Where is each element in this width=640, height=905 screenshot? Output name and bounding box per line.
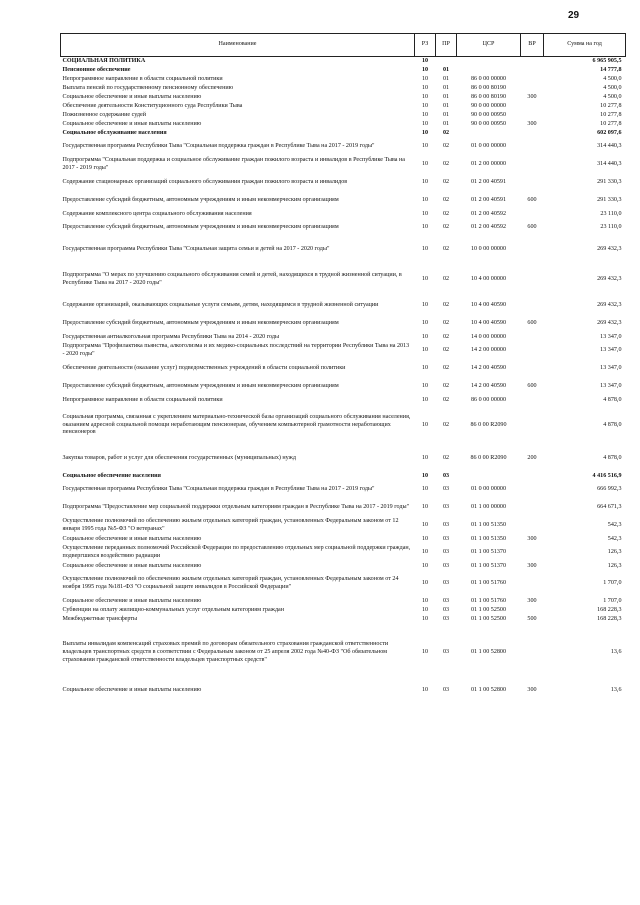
cell-rz: 10 bbox=[421, 504, 429, 511]
table-row bbox=[61, 682, 626, 700]
table-row bbox=[61, 138, 626, 156]
cell-vr bbox=[521, 66, 544, 75]
cell-csr: 90 0 00 00000 bbox=[470, 102, 507, 109]
cell-sum: 664 671,3 bbox=[597, 504, 622, 511]
cell-pr: 02 bbox=[442, 455, 450, 462]
cell-csr bbox=[457, 57, 521, 67]
header-pr: ПР bbox=[436, 34, 457, 57]
cell-name: Подпрограмма "Профилактика пьянства, алкоголизма и их медико-социальных последствий на территории Республики Тыва на 2013 - 2020 годы" bbox=[62, 343, 410, 357]
cell-name: Содержание комплексного центра социального обслуживания населения bbox=[62, 210, 252, 217]
cell-name: Социальное обеспечение населения bbox=[62, 472, 161, 479]
cell-name: Социальная программа, связанная с укреплением материально-технической базы организаций социального обслуживания населения, оказанием адресной социальной помощи неработающим пенсионерам, обучением компьютерной грамотности неработающих пенсионеров bbox=[62, 413, 411, 436]
cell-vr bbox=[521, 481, 544, 499]
cell-sum: 6 965 905,5 bbox=[592, 57, 622, 64]
table-row bbox=[61, 378, 626, 396]
cell-rz: 10 bbox=[421, 535, 429, 542]
cell-csr: 01 0 00 00000 bbox=[470, 486, 507, 493]
cell-sum: 13 347,0 bbox=[600, 383, 622, 390]
cell-rz: 10 bbox=[421, 224, 429, 231]
cell-pr: 02 bbox=[442, 179, 450, 186]
cell-csr: 14 2 00 40590 bbox=[470, 383, 507, 390]
cell-rz: 10 bbox=[421, 111, 429, 118]
cell-pr bbox=[436, 57, 457, 67]
cell-vr bbox=[521, 75, 544, 84]
cell-csr: 10 4 00 00000 bbox=[470, 276, 507, 283]
cell-rz: 10 bbox=[421, 129, 429, 136]
table-row bbox=[61, 571, 626, 597]
cell-pr: 01 bbox=[442, 120, 450, 127]
cell-rz: 10 bbox=[421, 580, 429, 587]
cell-pr: 03 bbox=[442, 472, 450, 479]
cell-pr: 03 bbox=[442, 535, 450, 542]
cell-sum: 1 707,0 bbox=[603, 597, 622, 604]
cell-name: Социальное обеспечение и иные выплаты населению bbox=[62, 562, 202, 569]
cell-sum: 126,3 bbox=[607, 549, 622, 556]
cell-csr: 01 2 00 40591 bbox=[470, 197, 507, 204]
cell-pr: 02 bbox=[442, 383, 450, 390]
cell-pr: 02 bbox=[442, 129, 450, 136]
cell-vr: 200 bbox=[527, 455, 537, 462]
cell-rz: 10 bbox=[421, 421, 429, 428]
cell-csr: 01 2 00 40591 bbox=[470, 179, 507, 186]
cell-csr: 10 0 00 00000 bbox=[470, 246, 507, 253]
cell-csr: 01 2 00 40592 bbox=[470, 210, 507, 217]
cell-pr: 03 bbox=[442, 597, 450, 604]
cell-vr bbox=[521, 333, 544, 342]
cell-vr bbox=[521, 472, 544, 481]
cell-pr: 01 bbox=[442, 102, 450, 109]
cell-vr: 600 bbox=[527, 197, 537, 204]
cell-rz: 10 bbox=[421, 562, 429, 569]
cell-vr: 600 bbox=[527, 383, 537, 390]
cell-sum: 4 416 516,9 bbox=[592, 472, 622, 479]
cell-pr: 02 bbox=[442, 276, 450, 283]
cell-sum: 4 878,0 bbox=[603, 396, 622, 403]
cell-rz: 10 bbox=[421, 455, 429, 462]
cell-name: Осуществление полномочий по обеспечению жильем отдельных категорий граждан, установленных Федеральным законом от 12 января 1995 года №5-ФЗ "О ветеранах" bbox=[62, 518, 399, 532]
cell-pr: 01 bbox=[442, 66, 450, 73]
cell-sum: 10 277,8 bbox=[600, 111, 622, 118]
table-row bbox=[61, 93, 626, 102]
cell-vr: 500 bbox=[527, 615, 537, 622]
cell-name: Субвенции на оплату жилищно-коммунальных услуг отдельным категориям граждан bbox=[62, 606, 285, 613]
cell-rz: 10 bbox=[421, 120, 429, 127]
cell-pr: 03 bbox=[442, 606, 450, 613]
cell-pr: 02 bbox=[442, 421, 450, 428]
cell-vr bbox=[521, 156, 544, 174]
cell-sum: 4 500,0 bbox=[603, 84, 622, 91]
cell-vr bbox=[521, 405, 544, 446]
cell-csr: 01 1 00 52500 bbox=[470, 606, 507, 613]
cell-csr: 01 1 00 52500 bbox=[470, 615, 507, 622]
cell-csr: 14 2 00 40590 bbox=[470, 365, 507, 372]
cell-pr: 01 bbox=[442, 111, 450, 118]
cell-csr bbox=[457, 66, 521, 75]
cell-pr: 02 bbox=[442, 396, 450, 403]
table-row bbox=[61, 210, 626, 219]
cell-sum: 10 277,8 bbox=[600, 102, 622, 109]
table-body bbox=[61, 57, 626, 701]
cell-sum: 314 440,3 bbox=[597, 161, 622, 168]
cell-name: Непрограммное направление в области социальной политики bbox=[62, 396, 223, 403]
cell-csr: 86 0 00 R2090 bbox=[470, 455, 507, 462]
table-row bbox=[61, 57, 626, 67]
cell-rz: 10 bbox=[421, 597, 429, 604]
header-vr: ВР bbox=[521, 34, 544, 57]
cell-vr bbox=[521, 102, 544, 111]
table-row bbox=[61, 156, 626, 174]
table-row bbox=[61, 237, 626, 263]
cell-vr bbox=[521, 360, 544, 378]
cell-sum: 13 347,0 bbox=[600, 365, 622, 372]
cell-vr bbox=[521, 84, 544, 93]
cell-sum: 4 878,0 bbox=[603, 455, 622, 462]
cell-sum: 602 097,6 bbox=[597, 129, 622, 136]
cell-pr: 03 bbox=[442, 649, 450, 656]
table-row bbox=[61, 472, 626, 481]
cell-sum: 314 440,3 bbox=[597, 143, 622, 150]
cell-name: Пенсионное обеспечение bbox=[62, 66, 131, 73]
cell-name: Предоставление субсидий бюджетным, автономным учреждениям и иным некоммерческим организациям bbox=[62, 320, 339, 327]
cell-sum: 269 432,3 bbox=[597, 320, 622, 327]
cell-sum: 269 432,3 bbox=[597, 276, 622, 283]
cell-rz: 10 bbox=[421, 143, 429, 150]
cell-pr: 02 bbox=[442, 320, 450, 327]
cell-csr: 01 1 00 51370 bbox=[470, 562, 507, 569]
cell-csr: 01 1 00 52800 bbox=[470, 687, 507, 694]
table-row bbox=[61, 129, 626, 138]
cell-rz: 10 bbox=[421, 472, 429, 479]
cell-csr bbox=[457, 472, 521, 481]
cell-rz: 10 bbox=[421, 246, 429, 253]
cell-name: Содержание стационарных организаций социального обслуживания граждан пожилого возраста и инвалидов bbox=[62, 179, 348, 186]
cell-csr: 01 1 00 51350 bbox=[470, 522, 507, 529]
cell-sum: 4 500,0 bbox=[603, 75, 622, 82]
cell-rz: 10 bbox=[421, 687, 429, 694]
table-row bbox=[61, 102, 626, 111]
cell-csr: 90 0 00 00950 bbox=[470, 120, 507, 127]
table-row bbox=[61, 333, 626, 342]
cell-rz: 10 bbox=[421, 320, 429, 327]
cell-csr: 01 1 00 51370 bbox=[470, 549, 507, 556]
cell-pr: 03 bbox=[442, 486, 450, 493]
cell-sum: 269 432,3 bbox=[597, 302, 622, 309]
table-row bbox=[61, 297, 626, 315]
cell-pr: 03 bbox=[442, 504, 450, 511]
cell-name: Обеспечение деятельности (оказание услуг) подведомственных учреждений в области социальной политики bbox=[62, 365, 346, 372]
cell-rz: 10 bbox=[421, 66, 429, 73]
cell-vr bbox=[521, 237, 544, 263]
cell-name: Предоставление субсидий бюджетным, автономным учреждениям и иным некоммерческим организациям bbox=[62, 224, 339, 231]
cell-pr: 03 bbox=[442, 522, 450, 529]
cell-sum: 13,6 bbox=[610, 649, 622, 656]
cell-vr bbox=[521, 544, 544, 562]
table-row bbox=[61, 66, 626, 75]
cell-sum: 13,6 bbox=[610, 687, 622, 694]
cell-vr: 300 bbox=[527, 93, 537, 100]
cell-csr: 01 1 00 52800 bbox=[470, 649, 507, 656]
cell-vr bbox=[521, 263, 544, 297]
table-row bbox=[61, 597, 626, 606]
cell-name: Предоставление субсидий бюджетным, автономным учреждениям и иным некоммерческим организациям bbox=[62, 383, 339, 390]
cell-name: Государственная программа Республики Тыва "Социальная поддержка граждан в Республике Тыва на 2017 - 2019 годы" bbox=[62, 486, 375, 493]
table-row bbox=[61, 396, 626, 405]
cell-pr: 01 bbox=[442, 75, 450, 82]
cell-name: Подпрограмма "Социальная поддержка и социальное обслуживание граждан пожилого возраста и инвалидов в Республике Тыва на 2017 - 2019 годы" bbox=[62, 157, 405, 171]
table-row bbox=[61, 499, 626, 517]
cell-rz: 10 bbox=[421, 302, 429, 309]
cell-csr: 01 2 00 40592 bbox=[470, 224, 507, 231]
cell-name: Социальное обеспечение и иные выплаты населению bbox=[62, 597, 202, 604]
cell-sum: 10 277,8 bbox=[600, 120, 622, 127]
cell-sum: 23 110,0 bbox=[600, 224, 622, 231]
cell-vr: 300 bbox=[527, 120, 537, 127]
cell-name: Социальное обеспечение и иные выплаты населению bbox=[62, 687, 202, 694]
cell-rz: 10 bbox=[421, 649, 429, 656]
cell-pr: 02 bbox=[442, 365, 450, 372]
cell-vr bbox=[521, 396, 544, 405]
cell-rz: 10 bbox=[421, 93, 429, 100]
table-row bbox=[61, 562, 626, 571]
table-row bbox=[61, 342, 626, 360]
cell-rz: 10 bbox=[421, 102, 429, 109]
cell-pr: 02 bbox=[442, 197, 450, 204]
header-csr: ЦСР bbox=[457, 34, 521, 57]
cell-sum: 269 432,3 bbox=[597, 246, 622, 253]
cell-rz: 10 bbox=[421, 396, 429, 403]
cell-sum: 168 228,3 bbox=[597, 615, 622, 622]
cell-name: Осуществление полномочий по обеспечению жильем отдельных категорий граждан, установленных Федеральным законом от 24 ноября 1995 года №181-ФЗ "О социальной защите инвалидов в Российской Федерации" bbox=[62, 576, 399, 590]
cell-vr bbox=[521, 297, 544, 315]
cell-name: Подпрограмма "О мерах по улучшению социального обслуживания семей и детей, находящихся в трудной жизненной ситуации, в Республике Тыва на 2017 - 2020 годы" bbox=[62, 272, 402, 286]
cell-rz: 10 bbox=[421, 57, 429, 64]
table-row bbox=[61, 84, 626, 93]
cell-name: Выплаты инвалидам компенсаций страховых премий по договорам обязательного страхования гражданской ответственности владельцев транспортных средств в соответствии с Федеральным законом от 25 апреля 2002 года №40-ФЗ "Об обязательном страховании гражданской ответственности владельцев транспортных средств" bbox=[62, 641, 389, 663]
cell-csr: 14 0 00 00000 bbox=[470, 333, 507, 340]
cell-pr: 03 bbox=[442, 687, 450, 694]
table-row bbox=[61, 615, 626, 624]
table-row bbox=[61, 360, 626, 378]
table-row bbox=[61, 263, 626, 297]
table-row bbox=[61, 481, 626, 499]
cell-vr: 300 bbox=[527, 562, 537, 569]
cell-pr: 02 bbox=[442, 302, 450, 309]
header-rz: РЗ bbox=[415, 34, 436, 57]
cell-pr: 01 bbox=[442, 84, 450, 91]
cell-name: Обеспечение деятельности Конституционного суда Республики Тыва bbox=[62, 102, 243, 109]
page-number: 29 bbox=[568, 10, 580, 21]
cell-name: Государственная программа Республики Тыва "Социальная защита семьи и детей на 2017 - 2020 годы" bbox=[62, 246, 330, 253]
cell-name: Осуществление переданных полномочий Российской Федерации по предоставлению отдельных мер социальной поддержки граждан, подвергшихся воздействию радиации bbox=[62, 545, 411, 559]
cell-name: Предоставление субсидий бюджетным, автономным учреждениям и иным некоммерческим организациям bbox=[62, 197, 339, 204]
cell-sum: 168 228,3 bbox=[597, 606, 622, 613]
cell-csr: 01 1 00 51760 bbox=[470, 597, 507, 604]
cell-vr bbox=[521, 138, 544, 156]
cell-name: Выплата пенсий по государственному пенсионному обеспечению bbox=[62, 84, 234, 91]
cell-csr: 10 4 00 40590 bbox=[470, 320, 507, 327]
cell-vr bbox=[521, 571, 544, 597]
cell-name: Государственная программа Республики Тыва "Социальная поддержка граждан в Республике Тыва на 2017 - 2019 годы" bbox=[62, 143, 375, 150]
cell-name: Подпрограмма "Предоставление мер социальной поддержки отдельным категориям граждан в Республике Тыва на 2017 - 2019 годы" bbox=[62, 504, 410, 511]
cell-csr bbox=[457, 129, 521, 138]
table-row bbox=[61, 75, 626, 84]
table-row bbox=[61, 606, 626, 615]
cell-rz: 10 bbox=[421, 347, 429, 354]
cell-pr: 03 bbox=[442, 580, 450, 587]
cell-csr: 86 0 00 80190 bbox=[470, 84, 507, 91]
cell-pr: 03 bbox=[442, 615, 450, 622]
table-row bbox=[61, 174, 626, 192]
table-row bbox=[61, 219, 626, 237]
cell-csr: 90 0 00 00950 bbox=[470, 111, 507, 118]
cell-rz: 10 bbox=[421, 161, 429, 168]
cell-vr bbox=[521, 499, 544, 517]
table-row bbox=[61, 405, 626, 446]
table-row bbox=[61, 315, 626, 333]
cell-rz: 10 bbox=[421, 486, 429, 493]
cell-vr: 600 bbox=[527, 224, 537, 231]
cell-vr bbox=[521, 174, 544, 192]
cell-vr bbox=[521, 57, 544, 67]
cell-rz: 10 bbox=[421, 365, 429, 372]
cell-csr: 86 0 00 00000 bbox=[470, 75, 507, 82]
cell-vr: 300 bbox=[527, 597, 537, 604]
cell-name: Государственная антиалкогольная программа Республики Тыва на 2014 - 2020 годы bbox=[62, 333, 280, 340]
table-row bbox=[61, 544, 626, 562]
cell-rz: 10 bbox=[421, 75, 429, 82]
cell-name: Социальное обеспечение и иные выплаты населению bbox=[62, 93, 202, 100]
cell-name: СОЦИАЛЬНАЯ ПОЛИТИКА bbox=[62, 57, 146, 64]
cell-vr bbox=[521, 342, 544, 360]
cell-sum: 291 330,3 bbox=[597, 179, 622, 186]
cell-sum: 13 347,0 bbox=[600, 347, 622, 354]
cell-sum: 126,3 bbox=[607, 562, 622, 569]
cell-sum: 1 707,0 bbox=[603, 580, 622, 587]
cell-pr: 02 bbox=[442, 246, 450, 253]
cell-rz: 10 bbox=[421, 606, 429, 613]
cell-csr: 01 2 00 00000 bbox=[470, 161, 507, 168]
cell-csr: 10 4 00 40590 bbox=[470, 302, 507, 309]
cell-pr: 03 bbox=[442, 549, 450, 556]
cell-vr: 300 bbox=[527, 535, 537, 542]
cell-pr: 02 bbox=[442, 143, 450, 150]
cell-vr: 300 bbox=[527, 687, 537, 694]
cell-pr: 02 bbox=[442, 333, 450, 340]
table-row bbox=[61, 111, 626, 120]
cell-name: Социальное обеспечение и иные выплаты населению bbox=[62, 535, 202, 542]
cell-csr: 01 1 00 00000 bbox=[470, 504, 507, 511]
cell-sum: 666 992,3 bbox=[597, 486, 622, 493]
budget-table bbox=[60, 33, 626, 700]
cell-pr: 02 bbox=[442, 224, 450, 231]
cell-name: Содержание организаций, оказывающих социальные услуги семьям, детям, находящимся в трудной жизненной ситуации bbox=[62, 302, 379, 309]
cell-name: Пожизненное содержание судей bbox=[62, 111, 146, 118]
cell-rz: 10 bbox=[421, 276, 429, 283]
cell-vr bbox=[521, 111, 544, 120]
cell-csr: 86 0 00 80190 bbox=[470, 93, 507, 100]
cell-pr: 02 bbox=[442, 210, 450, 217]
table-header-row bbox=[61, 34, 626, 57]
cell-rz: 10 bbox=[421, 383, 429, 390]
cell-rz: 10 bbox=[421, 179, 429, 186]
cell-name: Социальное обслуживание населения bbox=[62, 129, 167, 136]
table-row bbox=[61, 192, 626, 210]
cell-vr bbox=[521, 129, 544, 138]
table-row bbox=[61, 446, 626, 472]
cell-sum: 13 347,0 bbox=[600, 333, 622, 340]
cell-rz: 10 bbox=[421, 333, 429, 340]
cell-csr: 86 0 00 00000 bbox=[470, 396, 507, 403]
cell-vr: 600 bbox=[527, 320, 537, 327]
header-sum: Сумма на год bbox=[544, 34, 626, 57]
cell-csr: 01 1 00 51760 bbox=[470, 580, 507, 587]
table-row bbox=[61, 517, 626, 535]
cell-sum: 23 110,0 bbox=[600, 210, 622, 217]
table-row bbox=[61, 120, 626, 129]
cell-sum: 14 777,8 bbox=[600, 66, 622, 73]
cell-rz: 10 bbox=[421, 210, 429, 217]
cell-sum: 4 878,0 bbox=[603, 421, 622, 428]
cell-csr: 01 0 00 00000 bbox=[470, 143, 507, 150]
cell-csr: 86 0 00 R2090 bbox=[470, 421, 507, 428]
cell-sum: 542,3 bbox=[607, 522, 622, 529]
cell-rz: 10 bbox=[421, 615, 429, 622]
cell-sum: 4 500,0 bbox=[603, 93, 622, 100]
cell-name: Непрограммное направление в области социальной политики bbox=[62, 75, 223, 82]
cell-vr bbox=[521, 606, 544, 615]
cell-name: Межбюджетные трансферты bbox=[62, 615, 138, 622]
cell-sum: 542,3 bbox=[607, 535, 622, 542]
cell-vr bbox=[521, 210, 544, 219]
cell-csr: 01 1 00 51350 bbox=[470, 535, 507, 542]
cell-vr bbox=[521, 624, 544, 682]
cell-pr: 03 bbox=[442, 562, 450, 569]
cell-name: Социальное обеспечение и иные выплаты населению bbox=[62, 120, 202, 127]
table-row bbox=[61, 624, 626, 682]
cell-name: Закупка товаров, работ и услуг для обеспечения государственных (муниципальных) нужд bbox=[62, 455, 296, 462]
cell-vr bbox=[521, 517, 544, 535]
cell-rz: 10 bbox=[421, 522, 429, 529]
cell-csr: 14 2 00 00000 bbox=[470, 347, 507, 354]
cell-sum: 291 330,3 bbox=[597, 197, 622, 204]
table-row bbox=[61, 535, 626, 544]
cell-rz: 10 bbox=[421, 84, 429, 91]
cell-rz: 10 bbox=[421, 549, 429, 556]
cell-pr: 02 bbox=[442, 347, 450, 354]
cell-pr: 01 bbox=[442, 93, 450, 100]
header-name: Наименование bbox=[61, 34, 415, 57]
cell-rz: 10 bbox=[421, 197, 429, 204]
cell-pr: 02 bbox=[442, 161, 450, 168]
